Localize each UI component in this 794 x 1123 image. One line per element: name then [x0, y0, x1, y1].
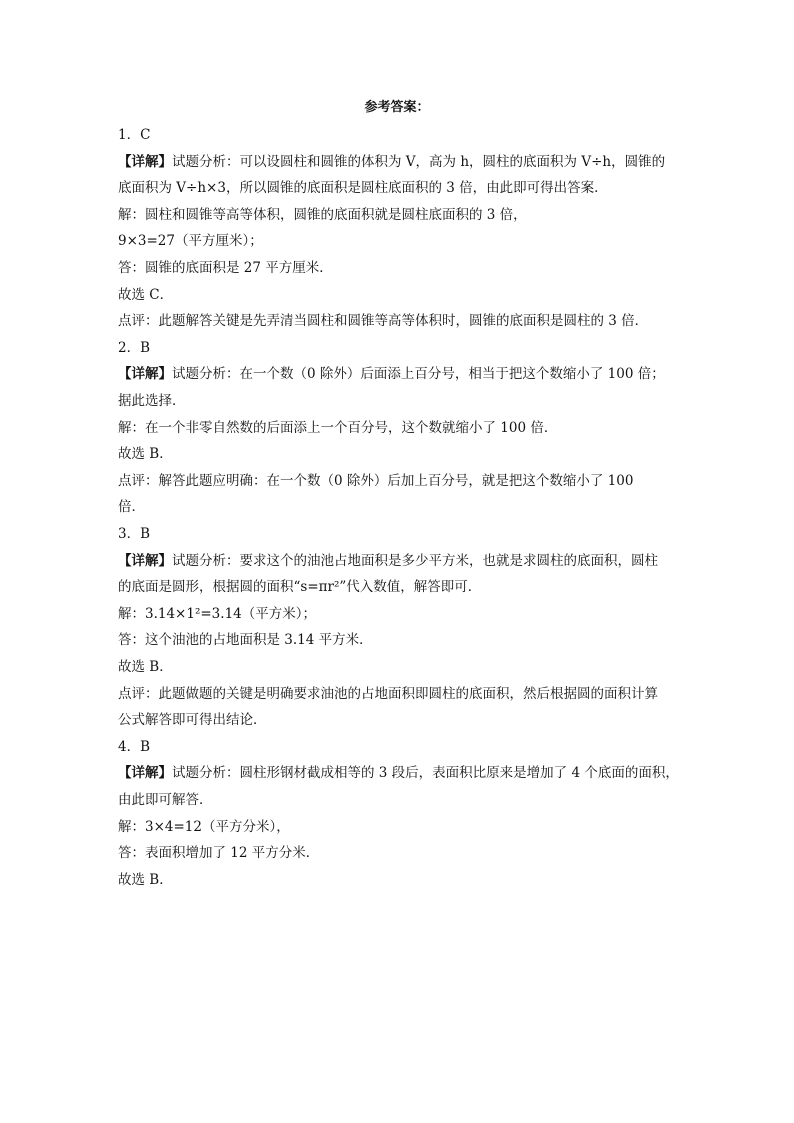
answer-line [118, 419, 698, 437]
line-text: 故选 B． [118, 659, 173, 675]
detail-tag: 【详解】 [118, 765, 172, 782]
line-text: 底面积为 V÷h×3，所以圆锥的底面积是圆柱底面积的 3 倍，由此即可得出答案． [118, 180, 608, 197]
line-text: 3．B [118, 526, 151, 542]
detail-tag: 【详解】 [118, 153, 172, 170]
line-text: 答：表面积增加了 12 平方分米． [118, 845, 320, 862]
answer-line [118, 286, 698, 304]
line-text: 答：圆锥的底面积是 27 平方厘米． [118, 260, 333, 276]
line-text: 试题分析：在一个数（0 除外）后面添上百分号，相当于把这个数缩小了 100 倍； [172, 366, 665, 383]
detail-tag: 【详解】 [118, 552, 172, 569]
line-text: 公式解答即可得出结论． [118, 712, 267, 729]
answer-line [118, 153, 698, 171]
answer-line [118, 365, 698, 383]
answer-line [118, 206, 698, 224]
answer-line [118, 711, 698, 729]
line-text: 4．B [118, 738, 151, 755]
answer-line [118, 738, 698, 756]
line-text: 试题分析：要求这个的油池占地面积是多少平方米，也就是求圆柱的底面积，圆柱 [172, 552, 658, 569]
answer-line [118, 764, 698, 782]
line-text: 故选 B． [118, 446, 173, 463]
answer-line [118, 871, 698, 889]
line-text: 9×3=27（平方厘米）； [118, 233, 263, 250]
line-text: 点评：此题解答关键是先弄清当圆柱和圆锥等高等体积时，圆锥的底面积是圆柱的 3 倍． [118, 313, 649, 330]
answer-line [118, 791, 698, 809]
answer-line [118, 392, 698, 410]
line-text: 答：这个油池的占地面积是 3.14 平方米． [118, 632, 373, 649]
line-text: 解：3.14×1²=3.14（平方米）； [118, 605, 316, 622]
answer-line [118, 232, 698, 250]
answer-line [118, 179, 698, 197]
line-text: 解：在一个非零自然数的后面添上一个百分号，这个数就缩小了 100 倍． [118, 419, 558, 436]
answer-line [118, 312, 698, 330]
answer-line [118, 472, 698, 490]
answer-line [118, 552, 698, 570]
answer-line [118, 339, 698, 357]
line-text: 故选 C． [118, 286, 174, 303]
line-text: 1．C [118, 127, 151, 143]
line-text: 的底面是圆形，根据圆的面积“s=πr²”代入数值，解答即可． [118, 579, 482, 596]
answer-line [118, 126, 698, 144]
line-text: 2．B [118, 339, 151, 356]
line-text: 据此选择． [118, 393, 186, 409]
answer-line [118, 631, 698, 649]
line-text: 试题分析：可以设圆柱和圆锥的体积为 V，高为 h，圆柱的底面积为 V÷h，圆锥的 [172, 153, 666, 170]
line-text: 故选 B． [118, 871, 173, 888]
line-text: 倍． [118, 499, 145, 516]
page-title: 参考答案： [364, 100, 430, 115]
answer-line [118, 685, 698, 703]
detail-tag: 【详解】 [118, 366, 172, 383]
answer-line [118, 658, 698, 676]
answer-line [118, 259, 698, 277]
answer-line [118, 844, 698, 862]
answer-line [118, 498, 698, 516]
line-text: 解：3×4=12（平方分米）， [118, 818, 290, 835]
line-text: 解：圆柱和圆锥等高等体积，圆锥的底面积就是圆柱底面积的 3 倍， [118, 206, 527, 223]
answer-line [118, 525, 698, 543]
answer-line [118, 605, 698, 623]
line-text: 点评：解答此题应明确：在一个数（0 除外）后加上百分号，就是把这个数缩小了 100 [118, 472, 634, 489]
line-text: 由此即可解答． [118, 792, 213, 808]
answer-line [118, 578, 698, 596]
line-text: 点评：此题做题的关键是明确要求油池的占地面积即圆柱的底面积，然后根据圆的面积计算 [118, 685, 658, 702]
answer-line [118, 445, 698, 463]
answer-line [118, 818, 698, 836]
line-text: 试题分析：圆柱形钢材截成相等的 3 段后，表面积比原来是增加了 4 个底面的面积， [172, 765, 679, 782]
